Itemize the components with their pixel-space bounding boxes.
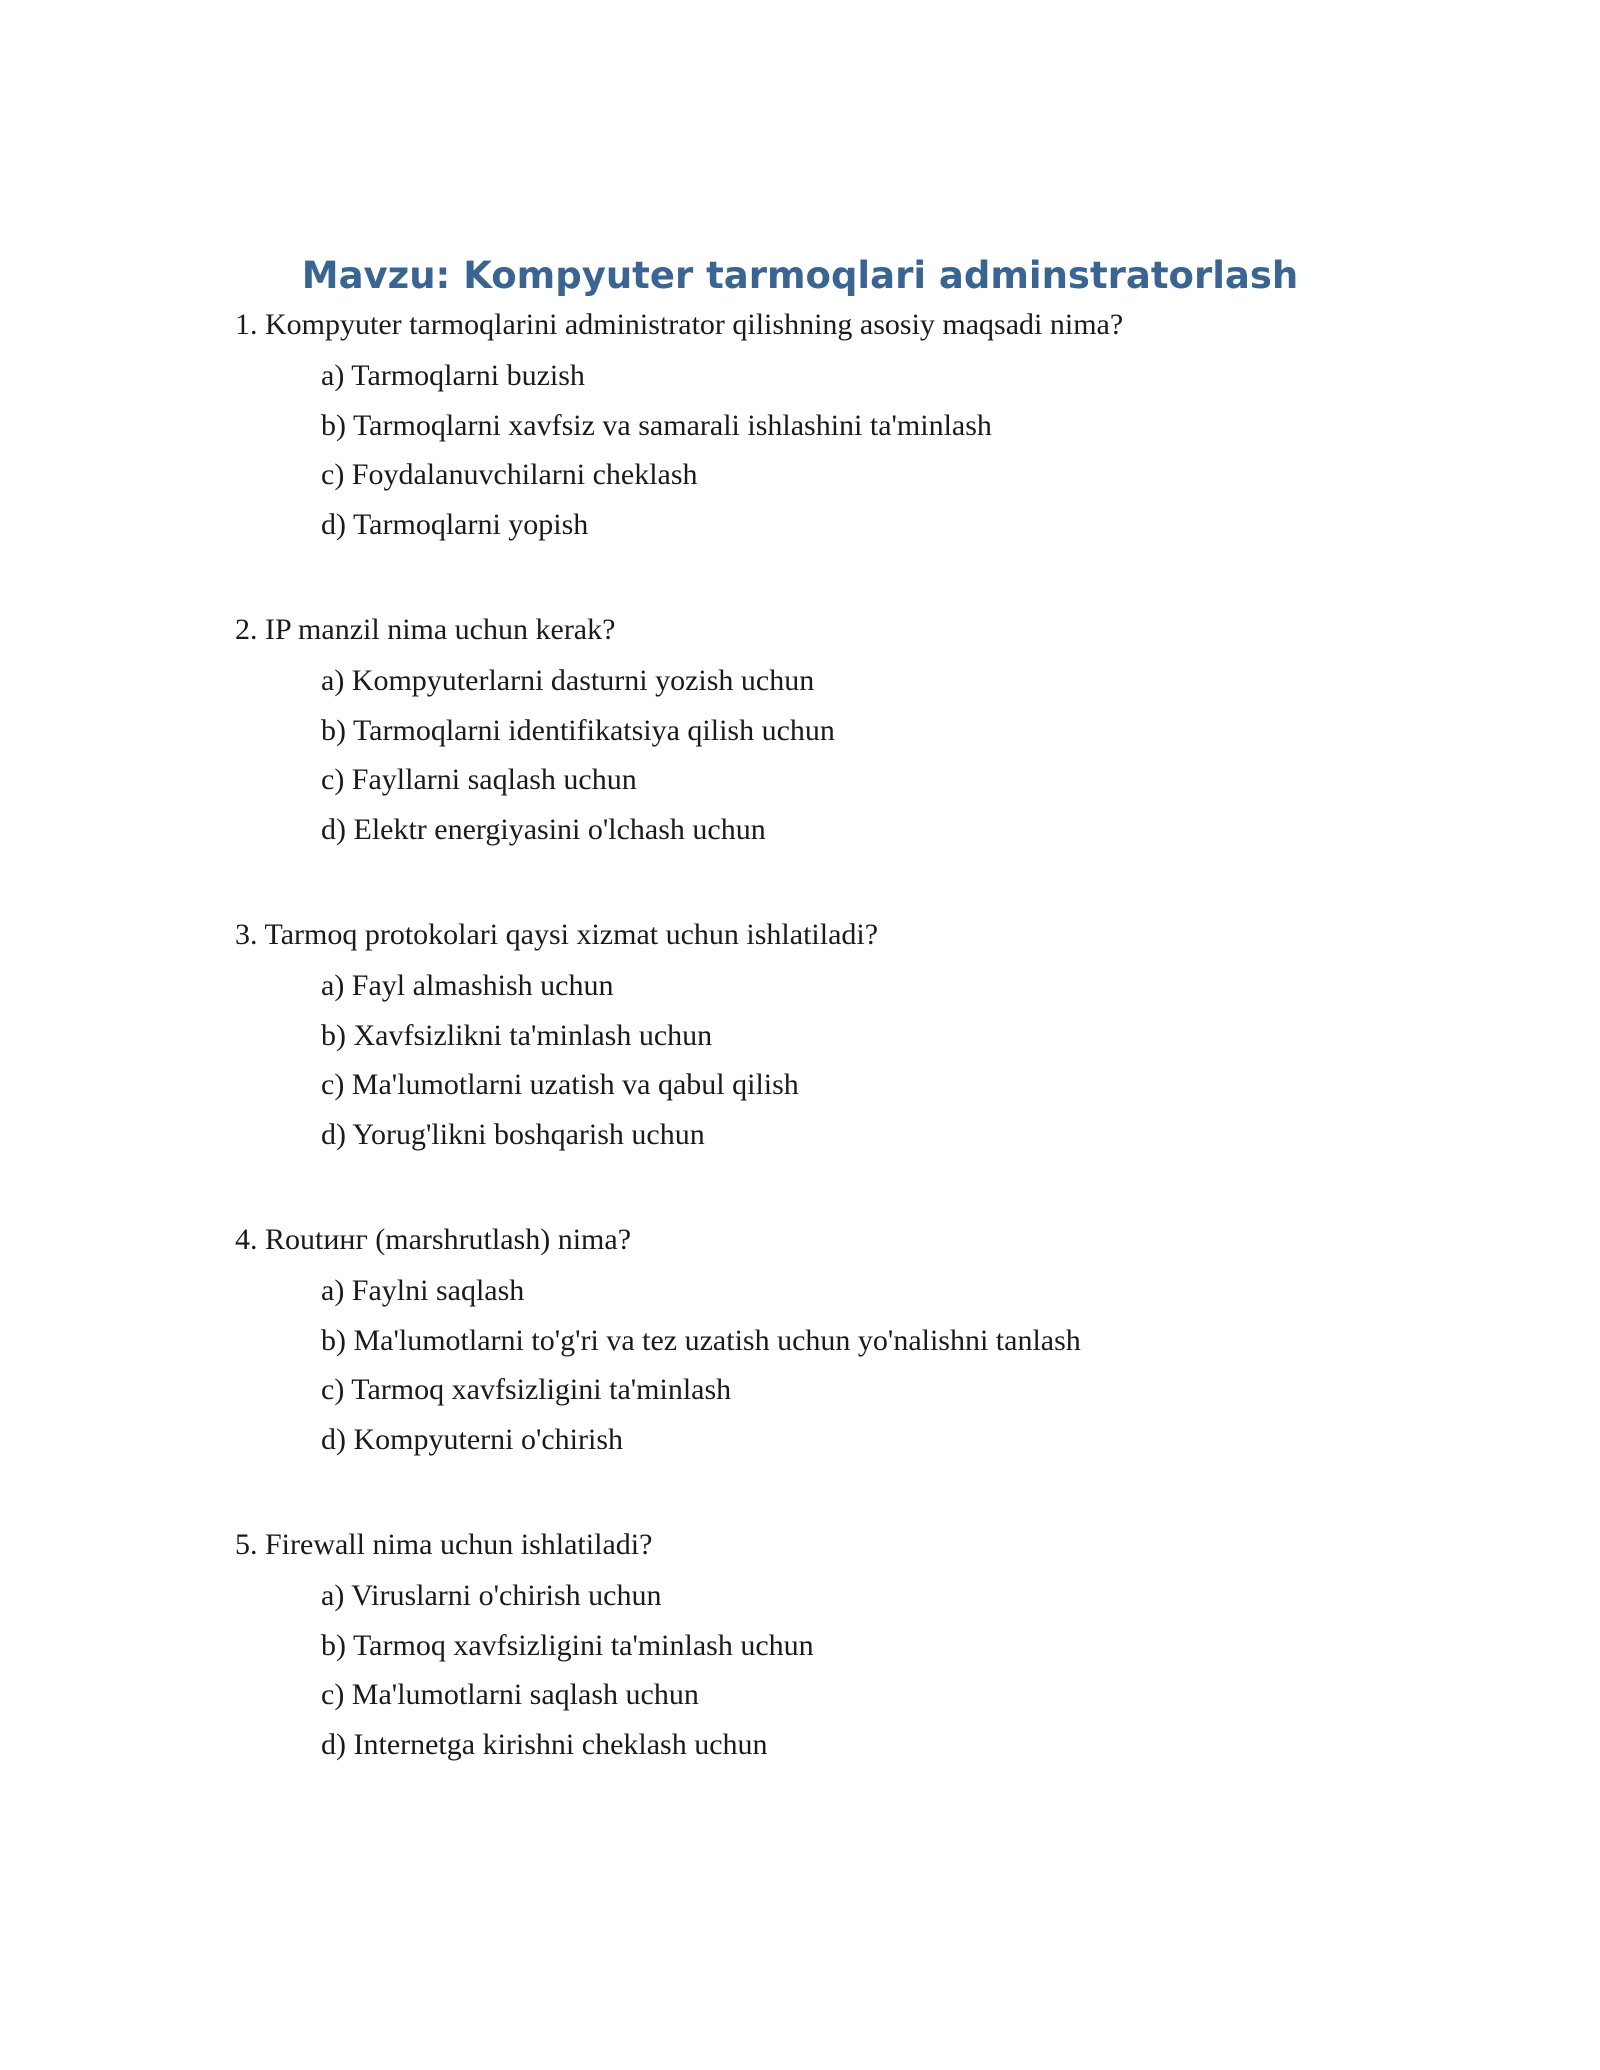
answer-option: a) Kompyuterlarni dasturni yozish uchun <box>321 664 815 697</box>
question-text: 3. Tarmoq protokolari qaysi xizmat uchun ishlatiladi? <box>235 918 879 951</box>
question-item <box>235 916 1435 1159</box>
answer-option: d) Tarmoqlarni yopish <box>321 507 589 541</box>
answer-option: d) Kompyuterni o'chirish <box>321 1422 624 1456</box>
answer-option: c) Ma'lumotlarni saqlash uchun <box>321 1678 699 1711</box>
answer-options <box>235 961 1435 1159</box>
answer-option: b) Tarmoq xavfsizligini ta'minlash uchun <box>321 1628 814 1662</box>
question-item <box>235 1221 1435 1464</box>
answer-option: a) Faylni saqlash <box>321 1274 525 1307</box>
answer-option: c) Ma'lumotlarni uzatish va qabul qilish <box>321 1068 799 1101</box>
answer-options <box>235 656 1435 854</box>
answer-option: b) Ma'lumotlarni to'g'ri va tez uzatish uchun yo'nalishni tanlash <box>321 1323 1081 1357</box>
answer-option: d) Yorug'likni boshqarish uchun <box>321 1117 705 1151</box>
answer-options <box>235 1266 1435 1464</box>
answer-option: a) Viruslarni o'chirish uchun <box>321 1579 662 1612</box>
question-item <box>235 611 1435 854</box>
answer-options <box>235 1571 1435 1769</box>
question-text: 5. Firewall nima uchun ishlatiladi? <box>235 1528 653 1561</box>
answer-option: c) Foydalanuvchilarni cheklash <box>321 458 698 491</box>
answer-option: c) Fayllarni saqlash uchun <box>321 763 637 796</box>
answer-option: c) Tarmoq xavfsizligini ta'minlash <box>321 1373 732 1406</box>
answer-option: b) Xavfsizlikni ta'minlash uchun <box>321 1018 713 1052</box>
question-list <box>235 306 1435 1831</box>
question-text: 2. IP manzil nima uchun kerak? <box>235 613 616 646</box>
question-item <box>235 1526 1435 1769</box>
answer-options <box>235 351 1435 549</box>
answer-option: a) Fayl almashish uchun <box>321 969 614 1002</box>
document-title: Mavzu: Kompyuter tarmoqlari adminstratorlash <box>301 254 1299 297</box>
answer-option: d) Elektr energiyasini o'lchash uchun <box>321 812 766 846</box>
question-text: 4. Routинг (marshrutlash) nima? <box>235 1223 632 1256</box>
answer-option: d) Internetga kirishni cheklash uchun <box>321 1727 768 1761</box>
question-text: 1. Kompyuter tarmoqlarini administrator qilishning asosiy maqsadi nima? <box>235 308 1124 341</box>
answer-option: b) Tarmoqlarni xavfsiz va samarali ishlashini ta'minlash <box>321 408 992 442</box>
answer-option: a) Tarmoqlarni buzish <box>321 359 585 392</box>
question-item <box>235 306 1435 549</box>
answer-option: b) Tarmoqlarni identifikatsiya qilish uchun <box>321 713 835 747</box>
